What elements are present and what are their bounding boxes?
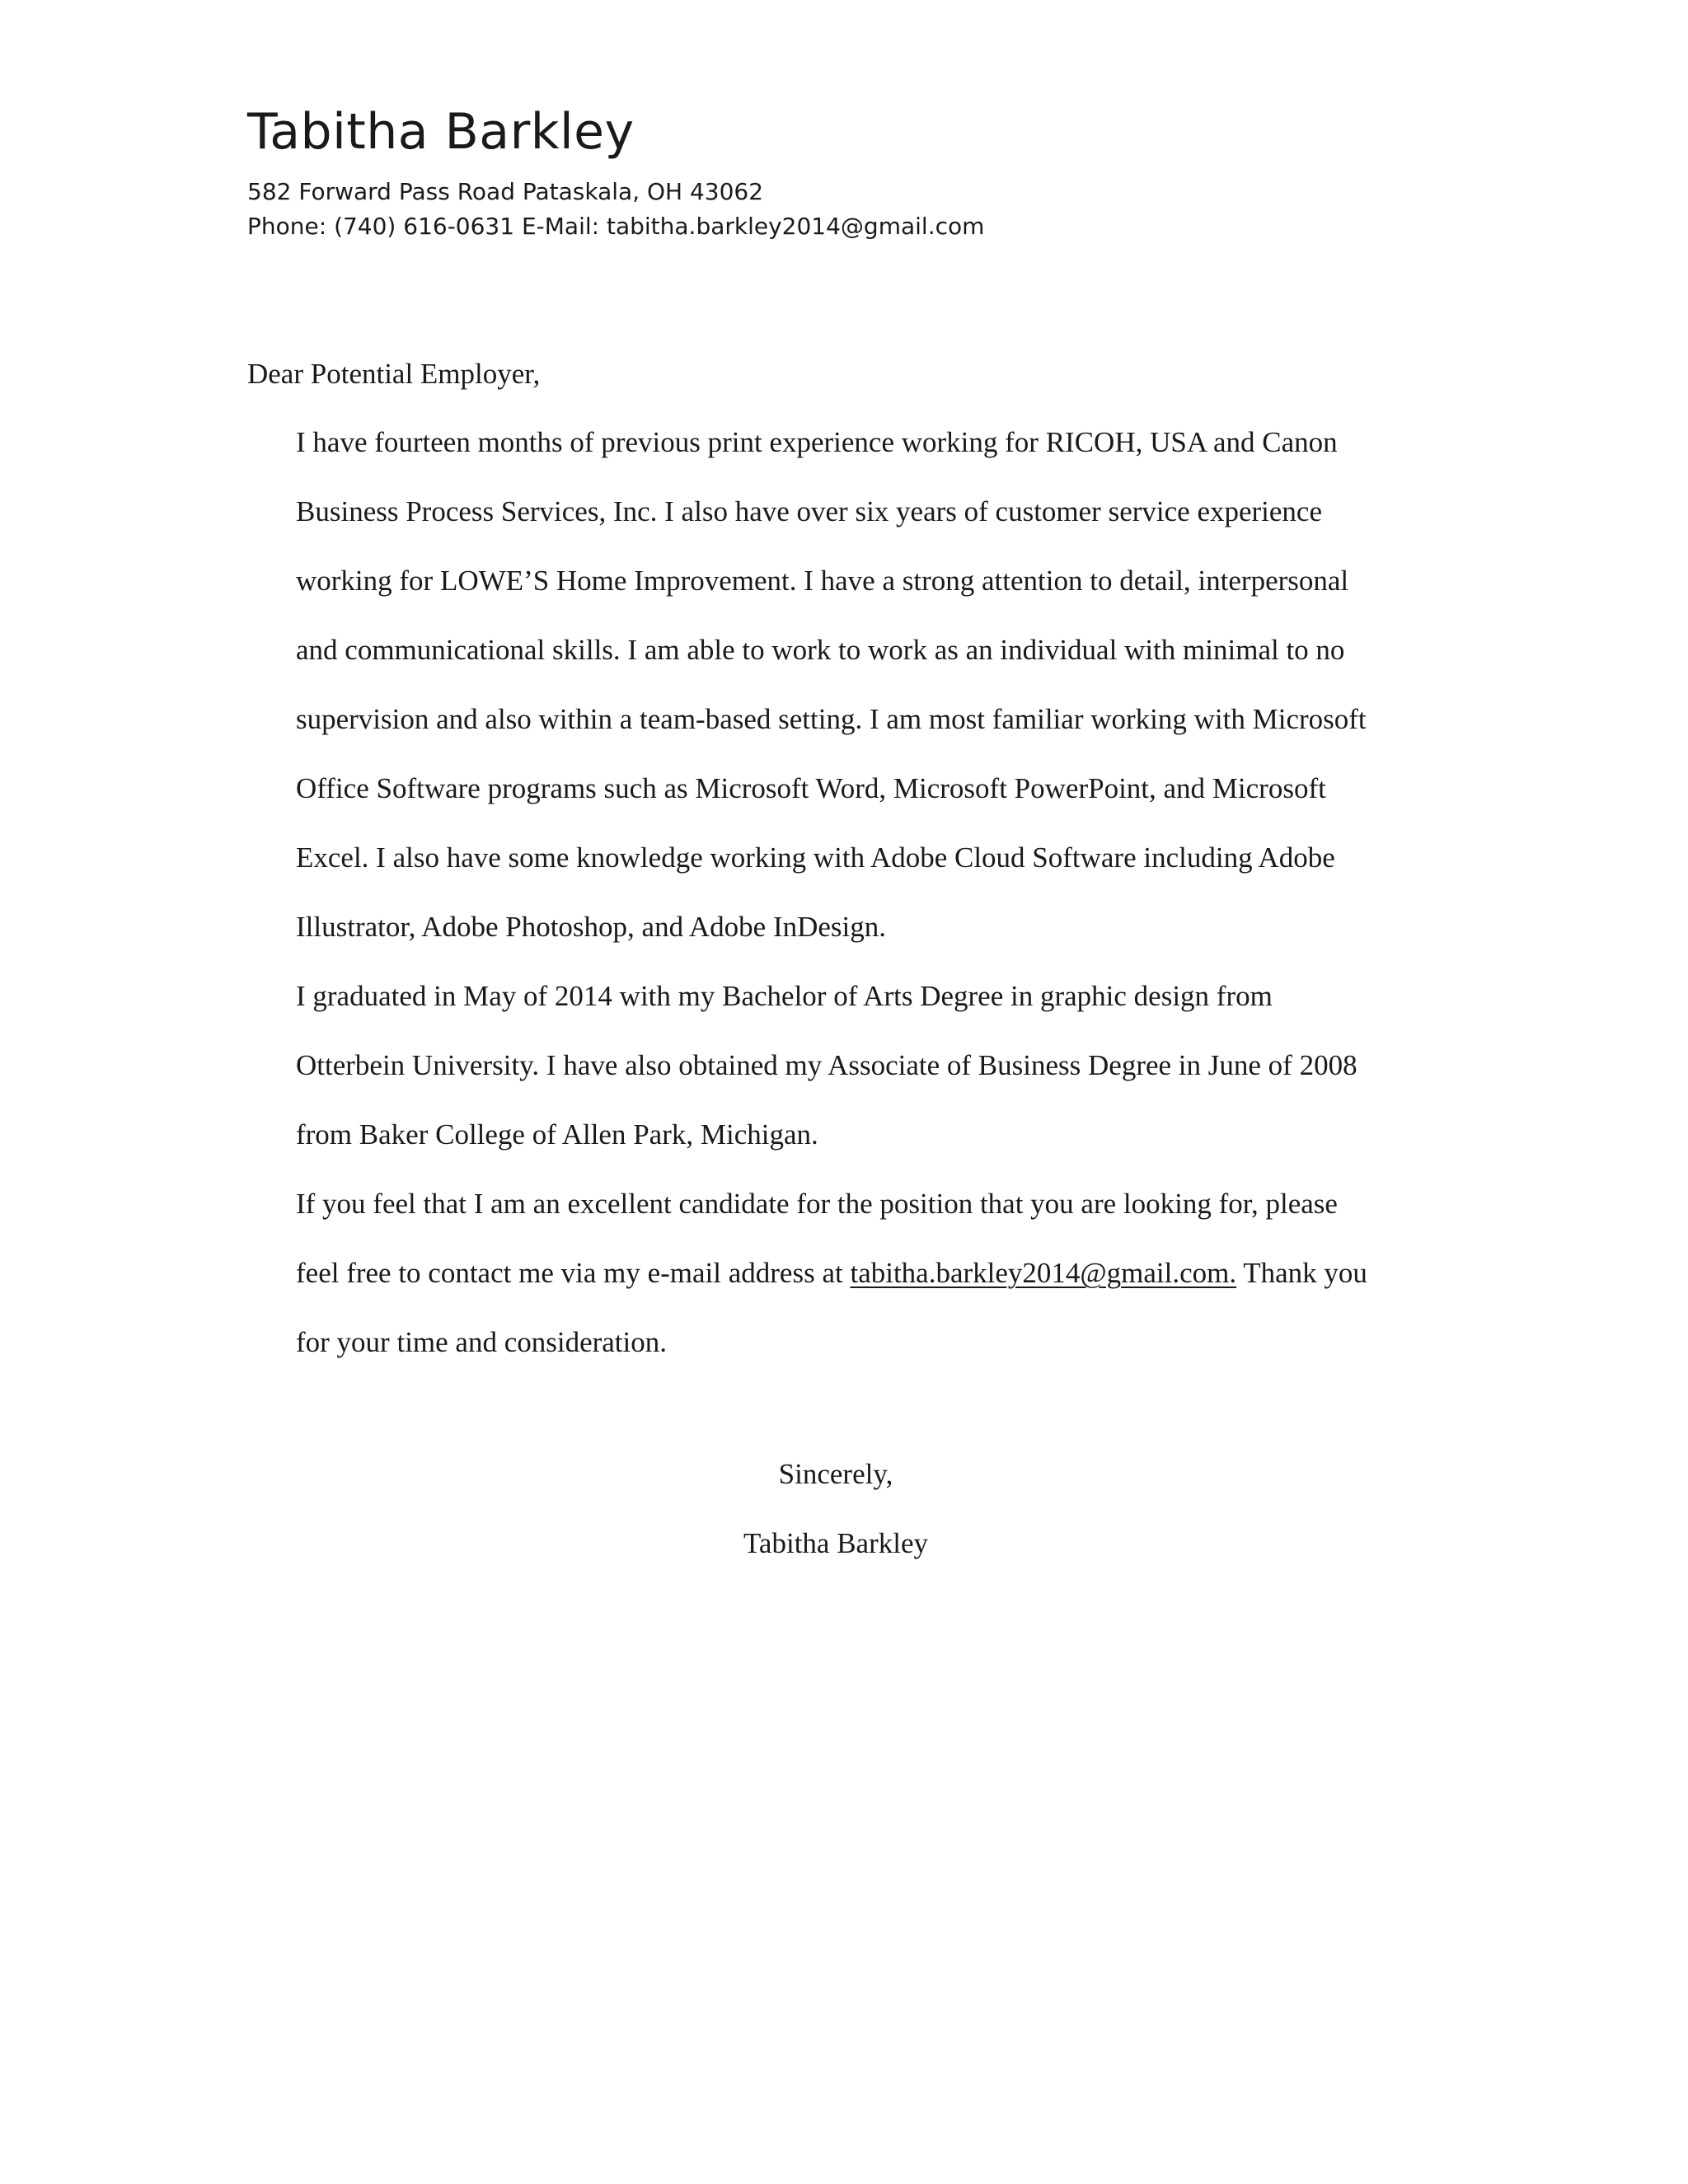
letter-body (296, 422, 1367, 1391)
sender-contact: Phone: (740) 616-0631 E-Mail: tabitha.barkley2014@gmail.com (247, 213, 985, 240)
body-line: for your time and consideration. (296, 1326, 668, 1358)
closing-salutation: Sincerely, (778, 1458, 893, 1490)
sender-name: Tabitha Barkley (247, 103, 635, 161)
body-line-email (296, 1253, 1367, 1322)
body-line: I have fourteen months of previous print experience working for RICOH, USA and Canon (296, 426, 1338, 458)
body-line: and communicational skills. I am able to work to work as an individual with minimal to no (296, 634, 1345, 666)
body-line: Illustrator, Adobe Photoshop, and Adobe InDesign. (296, 911, 887, 943)
sender-address: 582 Forward Pass Road Pataskala, OH 43062 (247, 178, 764, 205)
salutation: Dear Potential Employer, (247, 358, 541, 390)
body-line: Office Software programs such as Microsoft Word, Microsoft PowerPoint, and Microsoft (296, 772, 1326, 804)
email-link[interactable]: tabitha.barkley2014@gmail.com. (850, 1257, 1237, 1289)
body-line: Business Process Services, Inc. I also have over six years of customer service experience (296, 495, 1322, 527)
body-line: working for LOWE’S Home Improvement. I have a strong attention to detail, interpersonal (296, 565, 1349, 597)
email-line-text-after: Thank you (1236, 1257, 1367, 1289)
body-line: supervision and also within a team-based setting. I am most familiar working with Microsoft (296, 703, 1367, 735)
body-line: I graduated in May of 2014 with my Bachelor of Arts Degree in graphic design from (296, 980, 1273, 1012)
email-line-text-before: feel free to contact me via my e-mail address at (296, 1257, 851, 1289)
body-line: If you feel that I am an excellent candidate for the position that you are looking for, please (296, 1188, 1338, 1220)
body-line: from Baker College of Allen Park, Michigan. (296, 1118, 818, 1151)
body-line: Excel. I also have some knowledge working with Adobe Cloud Software including Adobe (296, 841, 1335, 874)
body-line: Otterbein University. I have also obtained my Associate of Business Degree in June of 2008 (296, 1049, 1357, 1081)
signature-name: Tabitha Barkley (743, 1527, 928, 1559)
